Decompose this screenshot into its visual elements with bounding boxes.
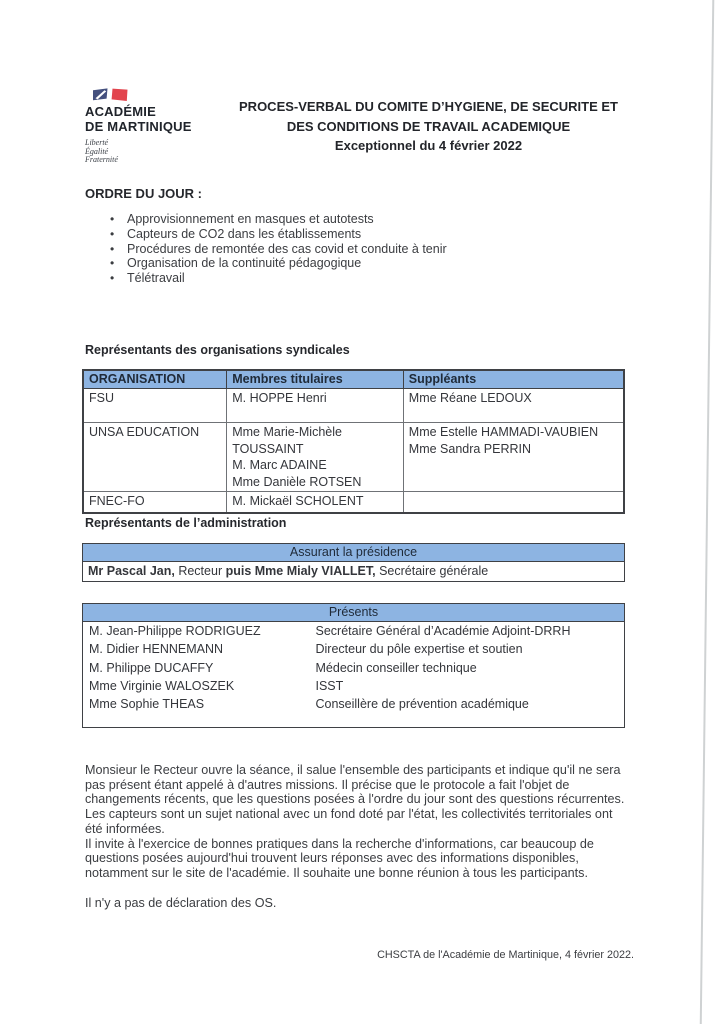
presents-header: Présents bbox=[83, 604, 625, 622]
title-line-1: PROCES-VERBAL DU COMITE D’HYGIENE, DE SECURITE ET bbox=[239, 99, 618, 114]
table-row bbox=[83, 695, 625, 728]
table-row bbox=[83, 659, 625, 677]
col-suppleants: Suppléants bbox=[403, 370, 624, 389]
suppleants-cell bbox=[403, 423, 624, 492]
page-footer: CHSCTA de l'Académie de Martinique, 4 février 2022. bbox=[377, 949, 634, 961]
member-name: Mme Sandra PERRIN bbox=[408, 441, 532, 456]
unions-table bbox=[82, 369, 625, 514]
person-name: M. Philippe DUCAFFY bbox=[89, 660, 214, 675]
table-row-fsu bbox=[83, 389, 624, 423]
presents-table bbox=[82, 603, 625, 728]
presidence-row bbox=[83, 562, 625, 582]
agenda-heading: ORDRE DU JOUR : bbox=[85, 186, 203, 201]
presidence-table bbox=[82, 543, 625, 582]
member-name: M. Marc ADAINE bbox=[232, 458, 327, 473]
person-role: ISST bbox=[315, 678, 344, 693]
agenda-item: • Capteurs de CO2 dans les établissements bbox=[85, 227, 632, 242]
table-row bbox=[83, 677, 625, 695]
french-flag-icon bbox=[93, 88, 131, 102]
person-name: M. Didier HENNEMANN bbox=[89, 642, 224, 657]
agenda-section bbox=[85, 186, 632, 286]
person-name: Mme Sophie THEAS bbox=[89, 697, 205, 712]
titulaires-cell bbox=[227, 492, 404, 514]
person-role: Médecin conseiller technique bbox=[315, 660, 477, 675]
unions-header-row bbox=[83, 370, 624, 389]
col-organisation: ORGANISATION bbox=[83, 370, 227, 389]
agenda-item: • Procédures de remontée des cas covid et conduite à tenir bbox=[85, 242, 632, 257]
presidence-header-row bbox=[83, 544, 625, 562]
member-name: Mme Marie-Michèle TOUSSAINT bbox=[232, 425, 342, 456]
second-president-name: puis Mme Mialy VIALLET, bbox=[225, 564, 376, 578]
org-cell: FSU bbox=[83, 389, 227, 423]
presidence-cell bbox=[83, 562, 625, 582]
title-line-2: DES CONDITIONS DE TRAVAIL ACADEMIQUE bbox=[286, 118, 571, 134]
presents-header-row bbox=[83, 604, 625, 622]
member-name: M. HOPPE Henri bbox=[232, 391, 327, 405]
table-row-fnec bbox=[83, 492, 624, 514]
table-row bbox=[83, 640, 625, 658]
presidence-header: Assurant la présidence bbox=[83, 544, 625, 562]
member-name: Mme Estelle HAMMADI-VAUBIEN bbox=[408, 425, 599, 439]
member-name: Mme Réane LEDOUX bbox=[408, 391, 532, 405]
agenda-item: • Télétravail bbox=[85, 271, 632, 286]
academie-logo bbox=[85, 88, 225, 165]
document-title bbox=[225, 88, 632, 165]
motto-liberte: Liberté bbox=[85, 138, 109, 147]
scan-artifact-line bbox=[700, 0, 715, 1024]
unions-heading: Représentants des organisations syndicales bbox=[85, 343, 350, 357]
titulaires-cell bbox=[227, 423, 404, 492]
document-header bbox=[85, 88, 632, 165]
person-role: Conseillère de prévention académique bbox=[315, 697, 529, 712]
second-president-role: Secrétaire générale bbox=[375, 564, 489, 578]
org-name-line2: DE MARTINIQUE bbox=[85, 118, 192, 134]
president-role: Recteur bbox=[174, 564, 226, 578]
member-name: M. Mickaël SCHOLENT bbox=[232, 494, 364, 509]
table-row-unsa bbox=[83, 423, 624, 492]
person-role: Directeur du pôle expertise et soutien bbox=[315, 642, 523, 657]
table-row bbox=[83, 622, 625, 641]
titulaires-cell bbox=[227, 389, 404, 423]
minutes-body bbox=[85, 763, 630, 881]
agenda-item: • Organisation de la continuité pédagogique bbox=[85, 256, 632, 271]
person-role: Secrétaire Général d’Académie Adjoint-DRRH bbox=[315, 624, 571, 638]
paragraph: Les capteurs sont un sujet national avec un fond doté par l'état, les collectivités territoriales ont été informées. bbox=[85, 807, 613, 836]
agenda-item: • Approvisionnement en masques et autotests bbox=[85, 212, 632, 227]
motto-egalite: Égalité bbox=[85, 146, 109, 156]
col-titulaires: Membres titulaires bbox=[227, 370, 404, 389]
org-name-line1: ACADÉMIE bbox=[85, 104, 156, 119]
person-name: Mme Virginie WALOSZEK bbox=[89, 678, 235, 693]
motto-fraternite: Fraternité bbox=[85, 155, 118, 164]
org-cell: FNEC-FO bbox=[83, 492, 227, 514]
suppleants-cell bbox=[403, 389, 624, 423]
agenda-list bbox=[85, 212, 632, 286]
person-name: M. Jean-Philippe RODRIGUEZ bbox=[89, 624, 261, 638]
paragraph: Monsieur le Recteur ouvre la séance, il salue l'ensemble des participants et indique qu'il ne sera pas présent étant appelé à d'autres missions. Il précise que le protocole a fait l'objet de changements récents, que les questions posées à l'ordre du jour sont des questions récurrentes. bbox=[85, 763, 625, 807]
motto bbox=[85, 139, 225, 165]
paragraph: Il invite à l'exercice de bonnes pratiques dans la recherche d'informations, car beaucoup de questions posées aujourd'hui trouvent leurs réponses avec des informations disponibles, notamment sur le site de l'académie. Il souhaite une bonne réunion à tous les participants. bbox=[85, 836, 594, 880]
member-name: Mme Danièle ROTSEN bbox=[232, 474, 362, 489]
declaration-note: Il n'y a pas de déclaration des OS. bbox=[85, 896, 277, 910]
org-cell: UNSA EDUCATION bbox=[83, 423, 227, 492]
suppleants-cell bbox=[403, 492, 624, 514]
title-line-3: Exceptionnel du 4 février 2022 bbox=[334, 138, 523, 153]
administration-heading: Représentants de l’administration bbox=[85, 516, 287, 530]
president-name: Mr Pascal Jan, bbox=[88, 564, 175, 578]
